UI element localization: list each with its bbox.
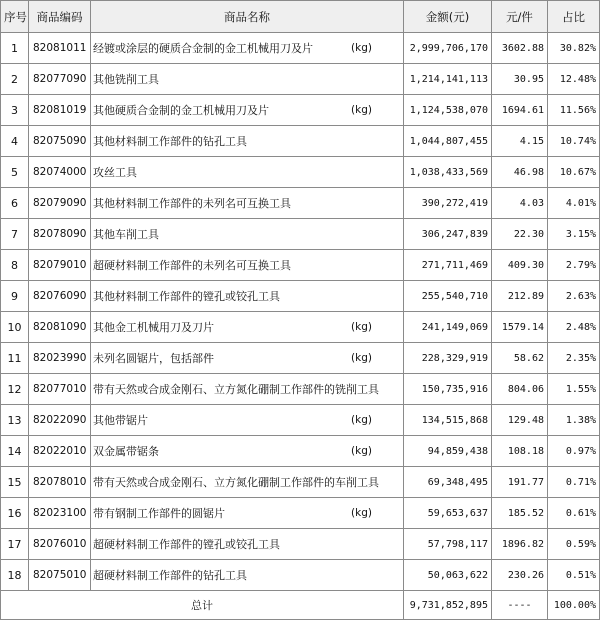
row-name-cell [91,560,404,591]
table-row [1,343,600,374]
row-name-cell [91,436,404,467]
row-unit: (kg) [351,507,372,519]
row-name: 其他材料制工作部件的镗孔或铰孔工具 [93,290,280,303]
table-row [1,188,600,219]
row-name: 经镀或涂层的硬质合金制的金工机械用刀及片 [93,42,313,55]
row-seq: 4 [1,126,29,157]
row-amount: 2,999,706,170 [404,33,492,64]
row-name-cell [91,64,404,95]
row-seq: 2 [1,64,29,95]
row-code: 82079090 [29,188,91,219]
row-share: 30.82% [548,33,600,64]
row-unit-price: 409.30 [492,250,548,281]
header-code: 商品编码 [29,1,91,33]
row-amount: 1,124,538,070 [404,95,492,126]
row-share: 2.48% [548,312,600,343]
row-share: 2.79% [548,250,600,281]
row-code: 82081011 [29,33,91,64]
table-row [1,529,600,560]
row-seq: 8 [1,250,29,281]
row-code: 82079010 [29,250,91,281]
row-name: 带有天然或合成金刚石、立方氮化硼制工作部件的铣削工具 [93,383,379,396]
row-name: 攻丝工具 [93,166,137,179]
row-name-cell [91,405,404,436]
row-code: 82078090 [29,219,91,250]
row-name: 其他铣削工具 [93,73,159,86]
table-row [1,312,600,343]
row-code: 82081019 [29,95,91,126]
row-unit-price: 191.77 [492,467,548,498]
row-unit: (kg) [351,321,372,333]
row-amount: 241,149,069 [404,312,492,343]
row-name: 其他带锯片 [93,414,148,427]
row-amount: 1,044,807,455 [404,126,492,157]
table-row [1,126,600,157]
row-name-cell [91,126,404,157]
header-amount: 金额(元) [404,1,492,33]
table-row [1,405,600,436]
row-name-cell [91,95,404,126]
row-amount: 50,063,622 [404,560,492,591]
table-row [1,560,600,591]
row-amount: 150,735,916 [404,374,492,405]
row-name-cell [91,250,404,281]
row-seq: 16 [1,498,29,529]
row-amount: 94,859,438 [404,436,492,467]
table-row [1,33,600,64]
row-code: 82023990 [29,343,91,374]
row-unit-price: 30.95 [492,64,548,95]
row-share: 2.35% [548,343,600,374]
row-name-cell [91,33,404,64]
row-share: 0.59% [548,529,600,560]
row-amount: 306,247,839 [404,219,492,250]
row-seq: 14 [1,436,29,467]
header-share: 占比 [548,1,600,33]
row-name: 其他车削工具 [93,228,159,241]
row-seq: 18 [1,560,29,591]
total-unit-price: ---- [492,591,548,620]
row-name: 带有钢制工作部件的圆锯片 [93,507,225,520]
table-row [1,64,600,95]
table-row [1,281,600,312]
row-amount: 255,540,710 [404,281,492,312]
row-unit-price: 3602.88 [492,33,548,64]
row-share: 0.61% [548,498,600,529]
row-name-cell [91,312,404,343]
row-name-cell [91,374,404,405]
row-code: 82074000 [29,157,91,188]
row-code: 82075090 [29,126,91,157]
row-name: 超硬材料制工作部件的未列名可互换工具 [93,259,291,272]
row-name-cell [91,529,404,560]
row-code: 82023100 [29,498,91,529]
row-unit: (kg) [351,445,372,457]
row-name-cell [91,498,404,529]
row-seq: 12 [1,374,29,405]
row-code: 82081090 [29,312,91,343]
row-seq: 7 [1,219,29,250]
row-name: 其他硬质合金制的金工机械用刀及片 [93,104,269,117]
row-seq: 3 [1,95,29,126]
row-seq: 13 [1,405,29,436]
row-amount: 69,348,495 [404,467,492,498]
row-unit-price: 1896.82 [492,529,548,560]
table-row [1,250,600,281]
table-row [1,498,600,529]
row-amount: 1,038,433,569 [404,157,492,188]
row-amount: 57,798,117 [404,529,492,560]
row-unit-price: 46.98 [492,157,548,188]
row-code: 82077010 [29,374,91,405]
row-seq: 9 [1,281,29,312]
row-share: 1.38% [548,405,600,436]
row-share: 2.63% [548,281,600,312]
row-name: 未列名圆锯片，包括部件 [93,352,214,365]
row-amount: 228,329,919 [404,343,492,374]
row-seq: 11 [1,343,29,374]
row-unit: (kg) [351,104,372,116]
row-amount: 271,711,469 [404,250,492,281]
row-code: 82022090 [29,405,91,436]
row-amount: 59,653,637 [404,498,492,529]
row-code: 82078010 [29,467,91,498]
row-share: 4.01% [548,188,600,219]
row-unit: (kg) [351,414,372,426]
row-name: 超硬材料制工作部件的镗孔或铰孔工具 [93,538,280,551]
row-unit-price: 1579.14 [492,312,548,343]
row-name-cell [91,343,404,374]
total-share: 100.00% [548,591,600,620]
row-name-cell [91,467,404,498]
row-unit-price: 185.52 [492,498,548,529]
row-share: 12.48% [548,64,600,95]
row-name: 其他材料制工作部件的未列名可互换工具 [93,197,291,210]
row-code: 82075010 [29,560,91,591]
row-unit-price: 212.89 [492,281,548,312]
row-unit-price: 108.18 [492,436,548,467]
row-amount: 390,272,419 [404,188,492,219]
row-unit-price: 22.30 [492,219,548,250]
row-code: 82076090 [29,281,91,312]
table-header-row [1,1,600,33]
row-share: 11.56% [548,95,600,126]
row-amount: 134,515,868 [404,405,492,436]
row-name: 其他金工机械用刀及刀片 [93,321,214,334]
row-unit: (kg) [351,352,372,364]
row-share: 0.97% [548,436,600,467]
header-seq: 序号 [1,1,29,33]
row-share: 3.15% [548,219,600,250]
row-unit-price: 1694.61 [492,95,548,126]
table-row [1,157,600,188]
total-row [1,591,600,620]
table-row [1,467,600,498]
row-unit-price: 129.48 [492,405,548,436]
total-label: 总计 [1,591,404,620]
table-row [1,436,600,467]
row-share: 10.67% [548,157,600,188]
row-seq: 5 [1,157,29,188]
row-name: 其他材料制工作部件的钻孔工具 [93,135,247,148]
row-name-cell [91,219,404,250]
row-share: 10.74% [548,126,600,157]
row-seq: 17 [1,529,29,560]
row-amount: 1,214,141,113 [404,64,492,95]
row-name-cell [91,157,404,188]
header-name: 商品名称 [91,1,404,33]
row-name: 超硬材料制工作部件的钻孔工具 [93,569,247,582]
header-unit-price: 元/件 [492,1,548,33]
table-row [1,374,600,405]
row-seq: 6 [1,188,29,219]
row-share: 0.51% [548,560,600,591]
row-unit: (kg) [351,42,372,54]
row-code: 82076010 [29,529,91,560]
row-unit-price: 4.15 [492,126,548,157]
table-row [1,95,600,126]
row-name-cell [91,281,404,312]
row-name: 双金属带锯条 [93,445,159,458]
row-unit-price: 58.62 [492,343,548,374]
row-seq: 1 [1,33,29,64]
row-unit-price: 4.03 [492,188,548,219]
row-unit-price: 230.26 [492,560,548,591]
row-seq: 10 [1,312,29,343]
row-name: 带有天然或合成金刚石、立方氮化硼制工作部件的车削工具 [93,476,379,489]
row-seq: 15 [1,467,29,498]
row-name-cell [91,188,404,219]
total-amount: 9,731,852,895 [404,591,492,620]
table-row [1,219,600,250]
row-unit-price: 804.06 [492,374,548,405]
row-share: 0.71% [548,467,600,498]
row-share: 1.55% [548,374,600,405]
row-code: 82077090 [29,64,91,95]
row-code: 82022010 [29,436,91,467]
